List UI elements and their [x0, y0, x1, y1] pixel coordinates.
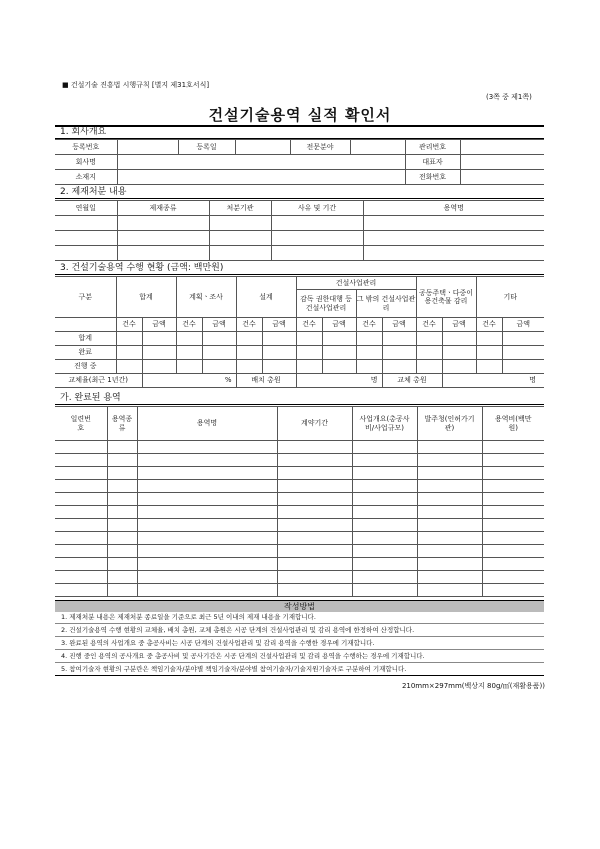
reg-date-field[interactable] — [235, 140, 290, 155]
completed-header-overview: 사업개요(총공사비/사업규모) — [352, 407, 417, 441]
perf-header-apartment: 공동주택ㆍ다중이용건축물 감리 — [416, 277, 476, 318]
amount-label: 금액 — [382, 318, 416, 332]
section3a-title: 가. 완료된 용역 — [55, 392, 544, 405]
company-field[interactable] — [117, 155, 405, 170]
completed-row — [55, 454, 544, 467]
perf-header-plan: 계획ㆍ조사 — [176, 277, 236, 318]
field-field[interactable] — [350, 140, 405, 155]
reg-date-label: 등록일 — [178, 140, 235, 155]
completed-header-name: 용역명 — [137, 407, 277, 441]
assign-total-unit[interactable]: 명 — [296, 374, 382, 388]
ceo-field[interactable] — [460, 155, 544, 170]
perf-row-label: 완료 — [55, 346, 116, 360]
note-item: 1. 제재처분 내용은 제재처분 종료일을 기준으로 최근 5년 이내의 제재 내용을 기재합니다. — [55, 611, 544, 624]
count-label: 건수 — [476, 318, 502, 332]
amount-label: 금액 — [502, 318, 544, 332]
completed-row — [55, 493, 544, 506]
perf-header-cm-sub1: 감독 권한대행 등 건설사업관리 — [296, 290, 356, 318]
paper-spec: 210mm×297mm(백상지 80g/㎡(재활용품)) — [401, 682, 545, 690]
sanction-row — [55, 216, 544, 231]
reg-no-field[interactable] — [117, 140, 178, 155]
perf-row-done — [55, 346, 544, 360]
perf-header-cm-sub2: 그 밖의 건설사업관리 — [356, 290, 416, 318]
replacement-row — [55, 374, 544, 388]
completed-row — [55, 545, 544, 558]
note-item: 2. 건설기술용역 수행 현황의 교체율, 배치 총원, 교체 총원은 시공 단계의 건설사업관리 및 감리 용역에 한정하여 산정합니다. — [55, 624, 544, 637]
law-reference: ■ 건설기술 진흥법 시행규칙 [별지 제31호서식] — [62, 81, 210, 89]
sanction-header-agency: 처분기관 — [209, 201, 271, 216]
completed-row — [55, 584, 544, 597]
replacement-rate-unit[interactable]: % — [142, 374, 236, 388]
section2-title: 2. 제재처분 내용 — [55, 186, 544, 199]
address-field[interactable] — [117, 170, 405, 185]
completed-header-type: 용역종류 — [107, 407, 137, 441]
perf-header-cm: 건설사업관리 — [296, 277, 416, 290]
performance-table — [55, 276, 544, 388]
notes-list — [55, 611, 544, 676]
sanction-header-date: 연월일 — [55, 201, 117, 216]
note-item: 3. 완료된 용역의 사업개요 중 총공사비는 시공 단계의 건설사업관리 및 감리 용역을 수행한 경우에 기재합니다. — [55, 637, 544, 650]
assign-total-label: 배치 총원 — [236, 374, 296, 388]
perf-row-total — [55, 332, 544, 346]
replacement-rate-label: 교체율(최근 1년간) — [55, 374, 142, 388]
sanction-header-reason: 사유 및 기간 — [271, 201, 363, 216]
perf-header-total: 합계 — [116, 277, 176, 318]
perf-header-gubun: 구분 — [55, 277, 116, 318]
completed-row — [55, 519, 544, 532]
perf-row-label: 합계 — [55, 332, 116, 346]
completed-row — [55, 441, 544, 454]
perf-row-ongoing — [55, 360, 544, 374]
sanction-row — [55, 231, 544, 246]
sanction-table — [55, 200, 544, 261]
notes-title: 작성방법 — [55, 600, 544, 612]
ceo-label: 대표자 — [405, 155, 460, 170]
page-info: (3쪽 중 제1쪽) — [486, 93, 532, 101]
count-label: 건수 — [176, 318, 202, 332]
section3-title: 3. 건설기술용역 수행 현황 (금액: 백만원) — [55, 262, 544, 275]
count-label: 건수 — [296, 318, 322, 332]
mgmt-no-field[interactable] — [460, 140, 544, 155]
completed-header-client: 발주청(인허가기관) — [417, 407, 482, 441]
company-label: 회사명 — [55, 155, 117, 170]
note-item: 4. 진행 중인 용역의 공사개요 중 총공사비 및 공사기간은 시공 단계의 건설사업관리 및 감리 용역을 수행하는 경우에 기재합니다. — [55, 650, 544, 663]
company-table — [55, 139, 544, 185]
amount-label: 금액 — [142, 318, 176, 332]
amount-label: 금액 — [262, 318, 296, 332]
phone-field[interactable] — [460, 170, 544, 185]
completed-row — [55, 558, 544, 571]
sanction-header-service: 용역명 — [363, 201, 544, 216]
completed-row — [55, 571, 544, 584]
note-item: 5. 참여기술자 현황의 구분란은 책임기술자/분야별 책임기술자/분야별 참여기술자/기술지원기술자로 구분하여 기재합니다. — [61, 665, 407, 673]
sanction-row — [55, 246, 544, 261]
count-label: 건수 — [416, 318, 442, 332]
amount-label: 금액 — [322, 318, 356, 332]
count-label: 건수 — [116, 318, 142, 332]
perf-header-other: 기타 — [476, 277, 544, 318]
address-label: 소재지 — [55, 170, 117, 185]
replace-total-label: 교체 총원 — [382, 374, 442, 388]
field-label: 전문분야 — [290, 140, 350, 155]
completed-row — [55, 506, 544, 519]
phone-label: 전화번호 — [405, 170, 460, 185]
completed-header-no: 일련번호 — [55, 407, 107, 441]
amount-label: 금액 — [442, 318, 476, 332]
perf-subheader-row — [55, 318, 544, 332]
document-title: 건설기술용역 실적 확인서 — [208, 106, 392, 124]
completed-row — [55, 480, 544, 493]
count-label: 건수 — [356, 318, 382, 332]
completed-row — [55, 467, 544, 480]
completed-header-fee: 용역비(백만원) — [482, 407, 544, 441]
completed-row — [55, 532, 544, 545]
mgmt-no-label: 관리번호 — [405, 140, 460, 155]
reg-no-label: 등록번호 — [55, 140, 117, 155]
section1-title: 1. 회사개요 — [55, 126, 544, 139]
perf-row-label: 진행 중 — [55, 360, 116, 374]
sanction-header-type: 제재종류 — [117, 201, 209, 216]
replace-total-unit[interactable]: 명 — [442, 374, 544, 388]
completed-table — [55, 406, 544, 597]
count-label: 건수 — [236, 318, 262, 332]
completed-header-period: 계약기간 — [277, 407, 352, 441]
perf-header-design: 설계 — [236, 277, 296, 318]
amount-label: 금액 — [202, 318, 236, 332]
